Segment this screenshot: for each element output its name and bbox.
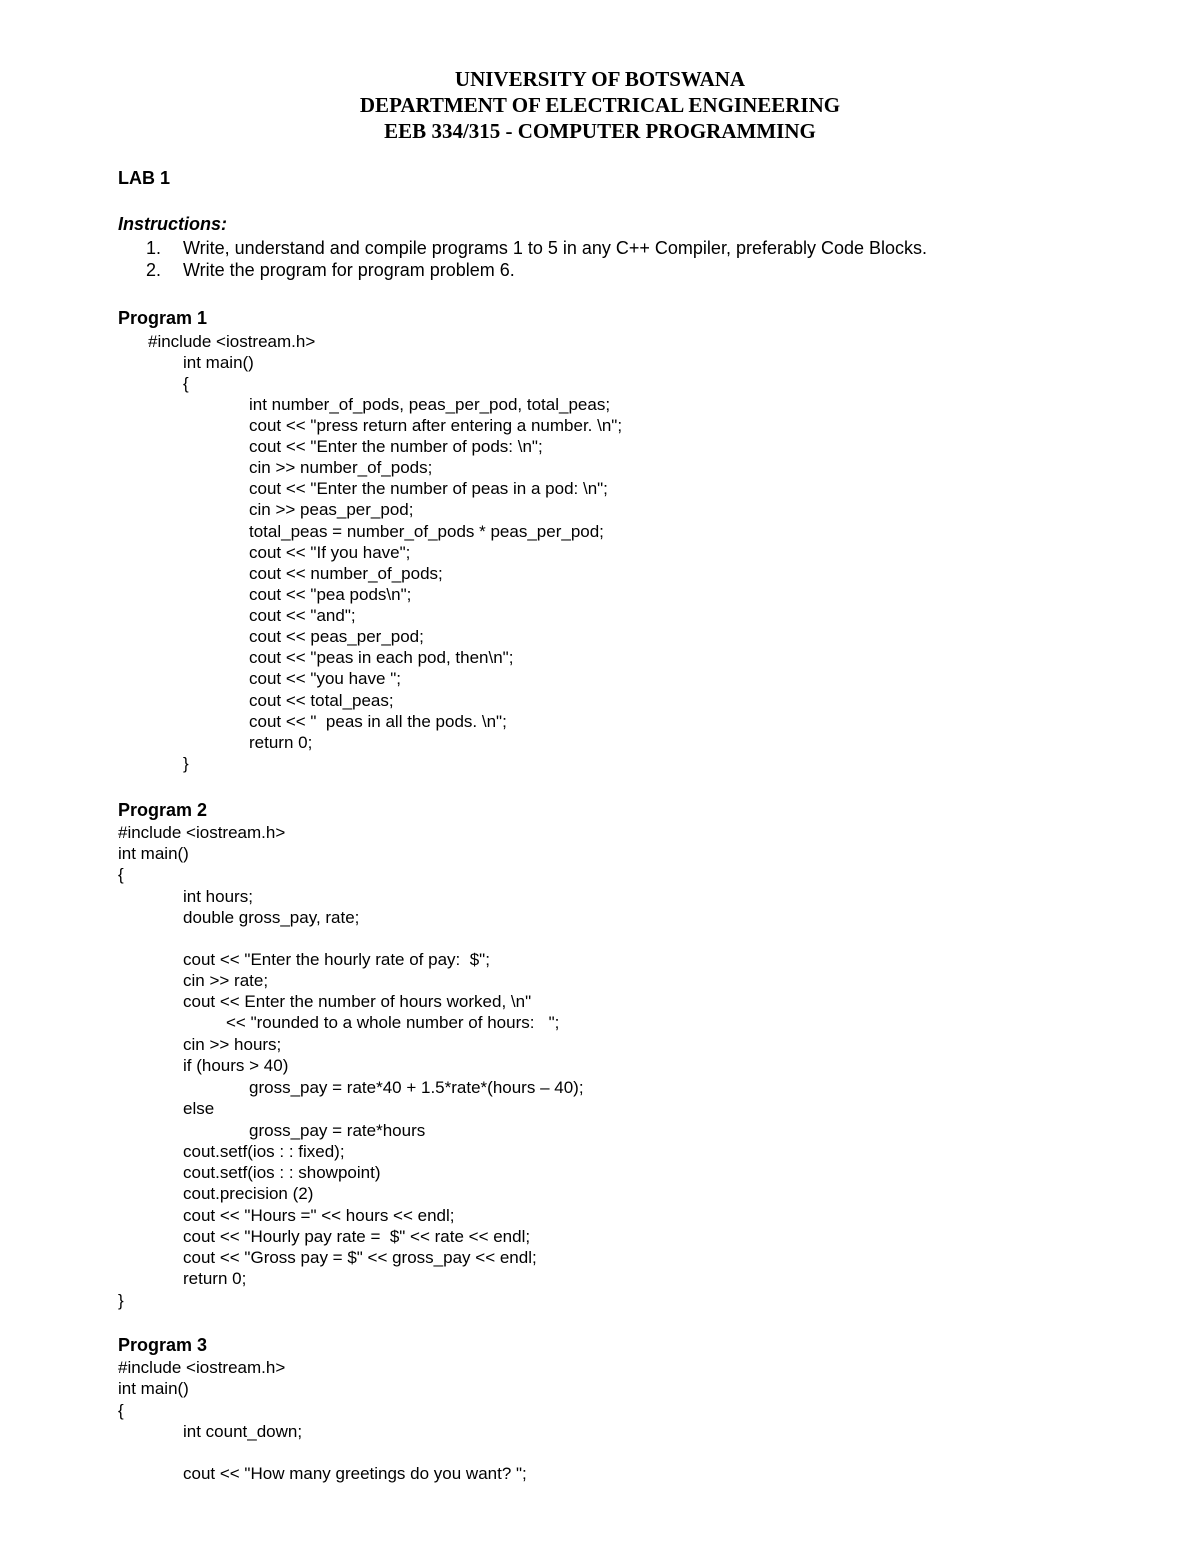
university-name: UNIVERSITY OF BOTSWANA [454,67,746,91]
department-name: DEPARTMENT OF ELECTRICAL ENGINEERING [359,93,841,117]
code-line: int count_down; [183,1422,303,1441]
course-title: EEB 334/315 - COMPUTER PROGRAMMING [384,119,816,143]
instructions-heading: Instructions: [118,214,228,234]
code-line: int hours; [183,887,253,906]
code-line: return 0; [183,1269,247,1288]
code-line: } [118,1291,124,1310]
code-line: { [118,865,124,884]
code-line: cout << " peas in all the pods. \n"; [249,712,507,731]
code-line: return 0; [249,733,313,752]
code-line: cout << Enter the number of hours worked, \n" [183,992,532,1011]
code-line: else [183,1099,215,1118]
code-line: cin >> hours; [183,1035,282,1054]
code-line: #include <iostream.h> [118,823,286,842]
code-line: double gross_pay, rate; [183,908,360,927]
code-line: cout << "peas in each pod, then\n"; [249,648,514,667]
lab-title: LAB 1 [118,168,171,188]
instruction-text: Write the program for program problem 6. [183,260,515,280]
code-line: cout << "Enter the number of peas in a pod: \n"; [249,479,608,498]
code-line: int number_of_pods, peas_per_pod, total_peas; [249,395,611,414]
code-line: cout << "Enter the hourly rate of pay: $"; [183,950,490,969]
code-line: cout << total_peas; [249,691,394,710]
code-line: #include <iostream.h> [148,332,316,351]
code-line: cout << "Hours =" << hours << endl; [183,1206,455,1225]
code-line: } [183,754,189,773]
code-line: if (hours > 40) [183,1056,289,1075]
code-line: << "rounded to a whole number of hours: "; [226,1013,560,1032]
instruction-text: Write, understand and compile programs 1 to 5 in any C++ Compiler, preferably Code Blocks. [183,238,928,258]
code-line: cout << "Hourly pay rate = $" << rate << endl; [183,1227,531,1246]
code-line: cout << "and"; [249,606,356,625]
code-line: int main() [183,353,254,372]
instruction-number: 1. [146,238,162,258]
code-line: int main() [118,1379,189,1398]
code-line: cin >> number_of_pods; [249,458,433,477]
code-line: { [118,1401,124,1420]
code-line: cout << peas_per_pod; [249,627,424,646]
program-1-heading: Program 1 [118,308,208,328]
code-line: #include <iostream.h> [118,1358,286,1377]
code-line: cout.precision (2) [183,1184,314,1203]
code-line: cout << "Enter the number of pods: \n"; [249,437,543,456]
code-line: cout << "pea pods\n"; [249,585,412,604]
program-3-heading: Program 3 [118,1335,208,1355]
program-2-heading: Program 2 [118,800,208,820]
code-line: cin >> peas_per_pod; [249,500,414,519]
code-line: total_peas = number_of_pods * peas_per_pod; [249,522,604,541]
code-line: cout.setf(ios : : fixed); [183,1142,345,1161]
code-line: cout << "How many greetings do you want? "; [183,1464,527,1483]
code-line: cout << "If you have"; [249,543,411,562]
code-line: cout << number_of_pods; [249,564,443,583]
code-line: int main() [118,844,189,863]
code-line: cout << "you have "; [249,669,401,688]
document-header [0,66,1200,144]
instruction-number: 2. [146,260,162,280]
code-line: cout << "Gross pay = $" << gross_pay << endl; [183,1248,537,1267]
code-line: cin >> rate; [183,971,269,990]
code-line: cout << "press return after entering a number. \n"; [249,416,623,435]
code-line: gross_pay = rate*hours [249,1121,426,1140]
code-line: cout.setf(ios : : showpoint) [183,1163,381,1182]
code-line: gross_pay = rate*40 + 1.5*rate*(hours – 40); [249,1078,584,1097]
code-line: { [183,374,189,393]
